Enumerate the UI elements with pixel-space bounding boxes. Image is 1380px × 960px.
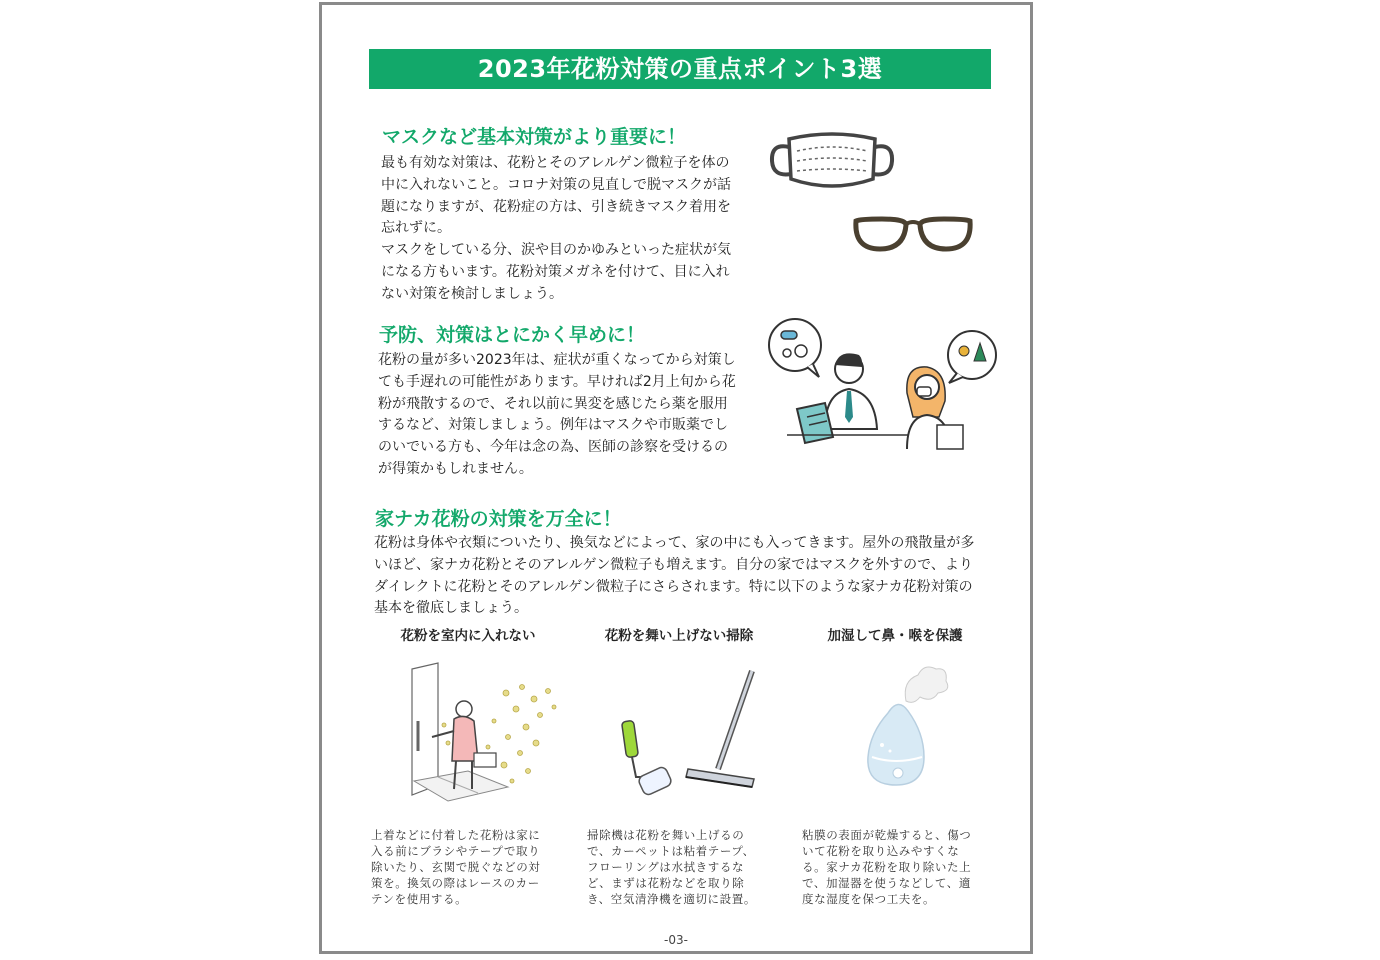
- paragraph: 花粉の量が多い2023年は、症状が重くなってから対策しても手遅れの可能性があります。早ければ2月上旬から花粉が飛散するので、それ以前に異変を感じたら薬を服用するなど、対策しましょう。例年はマスクや市販薬でしのいでいる方も、今年は念の為、医師の診察を受けるのが得策かもしれません。: [378, 352, 736, 477]
- document-page: [319, 2, 1033, 954]
- cleaning-tools-illustration: [618, 665, 768, 805]
- page-number: -03-: [664, 933, 688, 947]
- glasses-icon: [852, 215, 974, 255]
- paragraph: 花粉は身体や衣類についたり、換気などによって、家の中にも入ってきます。屋外の飛散量が多いほど、家ナカ花粉とそのアレルゲン微粒子も増えます。自分の家ではマスクを外すので、よりダイレクトに花粉とそのアレルゲン微粒子にさらされます。特に以下のような家ナカ花粉対策の基本を徹底しましょう。: [374, 535, 975, 617]
- section-body-prevention: [378, 350, 736, 481]
- door-pollen-illustration: [408, 661, 568, 801]
- column-text-cleaning: 掃除機は花粉を舞い上げるので、カーペットは粘着テープ、フローリングは水拭きするなど、まずは花粉などを取り除き、空気清浄機を適切に設置。: [587, 828, 756, 906]
- paragraph: 最も有効な対策は、花粉とそのアレルゲン微粒子を体の中に入れないこと。コロナ対策の見直しで脱マスクが話題になりますが、花粉症の方は、引き続きマスク着用を忘れずに。: [381, 155, 731, 237]
- column-heading-cleaning: 花粉を舞い上げない掃除: [604, 628, 754, 644]
- column-text-entry: 上着などに付着した花粉は家に入る前にブラシやテープで取り除いたり、玄関で脱ぐなどの対策を。換気の際はレースのカーテンを使用する。: [371, 828, 541, 906]
- column-heading-humidify: 加湿して鼻・喉を保護: [827, 628, 963, 644]
- paragraph: マスクをしている分、涙や目のかゆみといった症状が気になる方もいます。花粉対策メガネを付けて、目に入れない対策を検討しましょう。: [381, 242, 731, 302]
- section-heading-mask: マスクなど基本対策がより重要に！: [382, 126, 687, 148]
- section-body-mask: [381, 153, 739, 306]
- mask-icon: [767, 129, 897, 191]
- humidifier-illustration: [862, 661, 952, 791]
- section-heading-prevention: 予防、対策はとにかく早めに！: [379, 324, 646, 346]
- column-heading-entry: 花粉を室内に入れない: [400, 628, 536, 644]
- doctor-consultation-illustration: [767, 317, 1007, 452]
- section-body-indoor: [374, 533, 984, 620]
- section-heading-indoor: 家ナカ花粉の対策を万全に！: [375, 508, 622, 530]
- page-title: 2023年花粉対策の重点ポイント3選: [369, 49, 991, 89]
- column-text-humidify: 粘膜の表面が乾燥すると、傷ついて花粉を取り込みやすくなる。家ナカ花粉を取り除いた上で、加湿器を使うなどして、適度な湿度を保つ工夫を。: [802, 828, 972, 906]
